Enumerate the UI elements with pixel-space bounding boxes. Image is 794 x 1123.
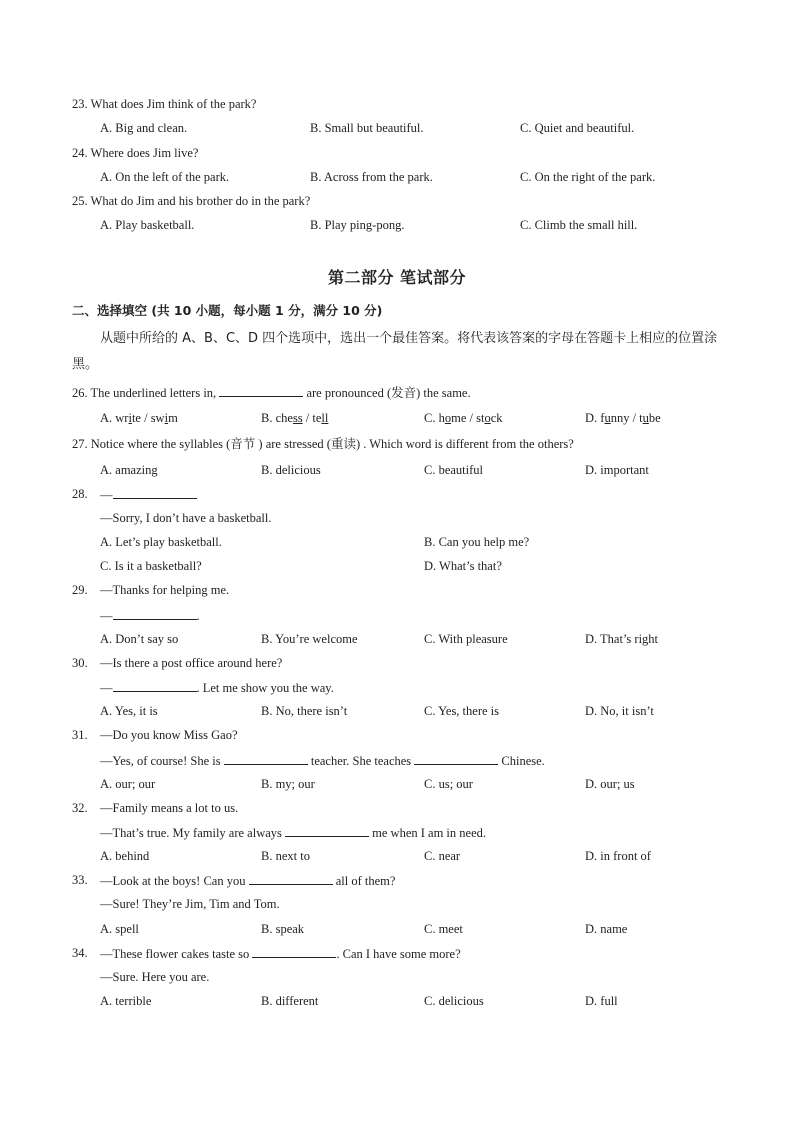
underlined-letter: u: [604, 411, 611, 425]
question-26: [72, 384, 471, 401]
option-c[interactable]: C. With pleasure: [424, 632, 508, 646]
dialogue-text: me when I am in need.: [372, 826, 487, 840]
underlined-letter: u: [642, 411, 649, 425]
question-number: 24.: [72, 146, 88, 160]
option-a[interactable]: A. amazing: [100, 463, 158, 477]
dash: —: [100, 681, 113, 695]
option-a[interactable]: A. spell: [100, 922, 139, 936]
option-d[interactable]: D. full: [585, 994, 618, 1008]
option-a[interactable]: A. Don’t say so: [100, 632, 179, 646]
option-text: D. f: [585, 411, 605, 425]
option-c[interactable]: C. Climb the small hill.: [520, 218, 638, 232]
option-b[interactable]: B. my; our: [261, 777, 315, 791]
option-text: m: [168, 411, 178, 425]
option-d[interactable]: D. name: [585, 922, 628, 936]
dialogue-line: [100, 824, 486, 841]
option-d[interactable]: D. important: [585, 463, 649, 477]
question-27: [72, 436, 574, 452]
dialogue-line: [100, 872, 395, 889]
option-text: A. wr: [100, 411, 129, 425]
answer-blank[interactable]: [249, 872, 333, 885]
dialogue-text: —That’s true. My family are always: [100, 826, 282, 840]
question-number: 33.: [72, 873, 88, 887]
answer-blank[interactable]: [219, 384, 303, 397]
question-number: 29.: [72, 583, 88, 597]
question-number: 23.: [72, 97, 88, 111]
option-c[interactable]: C. Quiet and beautiful.: [520, 121, 635, 135]
underlined-letter: ll: [321, 411, 329, 425]
option-a[interactable]: A. On the left of the park.: [100, 170, 230, 184]
instructions: 从题中所给的 A、B、C、D 四个选项中，选出一个最佳答案。将代表该答案的字母在答题卡上相应的位置涂黑。: [72, 331, 718, 372]
underlined-letter: i: [164, 411, 169, 425]
option-c[interactable]: C. near: [424, 849, 461, 863]
option-c[interactable]: C. On the right of the park.: [520, 170, 656, 184]
option-b[interactable]: [261, 410, 328, 426]
question-number: 27.: [72, 437, 88, 451]
question-text: Where does Jim live?: [90, 146, 199, 160]
option-d[interactable]: D. our; us: [585, 777, 635, 791]
option-a[interactable]: A. terrible: [100, 994, 152, 1008]
option-text: be: [648, 411, 661, 425]
dialogue-line: —Family means a lot to us.: [100, 801, 239, 815]
question-number: 28.: [72, 487, 88, 501]
option-b[interactable]: B. Across from the park.: [310, 170, 433, 184]
option-b[interactable]: B. Can you help me?: [424, 535, 530, 549]
underlined-letter: o: [444, 411, 452, 425]
dash: —: [100, 488, 113, 502]
option-b[interactable]: B. delicious: [261, 463, 321, 477]
option-b[interactable]: B. next to: [261, 849, 310, 863]
question-text: are pronounced (发音) the same.: [306, 386, 471, 400]
question-number: 25.: [72, 194, 88, 208]
question-number: 31.: [72, 728, 88, 742]
option-text: ck: [490, 411, 503, 425]
question-text: Notice where the syllables (音节 ) are stressed (重读) . Which word is different from the others?: [90, 437, 574, 451]
option-c[interactable]: C. meet: [424, 922, 463, 936]
dialogue-text: Chinese.: [501, 754, 545, 768]
question-number: 34.: [72, 946, 88, 960]
underlined-letter: i: [128, 411, 132, 425]
question-text: The underlined letters in,: [90, 386, 217, 400]
option-b[interactable]: B. You’re welcome: [261, 632, 358, 646]
option-b[interactable]: B. different: [261, 994, 319, 1008]
dialogue-text: —These flower cakes taste so: [100, 947, 250, 961]
option-c[interactable]: C. Yes, there is: [424, 704, 500, 718]
option-c[interactable]: C. us; our: [424, 777, 473, 791]
option-a[interactable]: A. our; our: [100, 777, 156, 791]
dialogue-line: —Do you know Miss Gao?: [100, 728, 238, 742]
option-a[interactable]: A. Yes, it is: [100, 704, 158, 718]
dialogue-text: . Can I have some more?: [336, 947, 461, 961]
option-a[interactable]: A. Let’s play basketball.: [100, 535, 222, 549]
option-d[interactable]: D. in front of: [585, 849, 651, 863]
dialogue-line: —Is there a post office around here?: [100, 656, 283, 670]
dialogue-text: —Look at the boys! Can you: [100, 874, 246, 888]
dialogue-line: [100, 752, 545, 769]
question-23: [72, 96, 256, 112]
dialogue-line: [100, 486, 197, 503]
option-d[interactable]: D. No, it isn’t: [585, 704, 654, 718]
option-b[interactable]: B. Small but beautiful.: [310, 121, 424, 135]
dialogue-line: [100, 607, 200, 624]
section-heading: 二、选择填空 (共 10 小题，每小题 1 分，满分 10 分): [72, 303, 383, 318]
option-a[interactable]: [100, 410, 178, 426]
option-d[interactable]: D. That’s right: [585, 632, 659, 646]
dialogue-line: [100, 945, 461, 962]
underlined-letter: o: [484, 411, 491, 425]
dialogue-line: —Sure! They’re Jim, Tim and Tom.: [100, 897, 280, 911]
option-b[interactable]: B. speak: [261, 922, 305, 936]
dialogue-text: all of them?: [335, 874, 396, 888]
answer-blank[interactable]: [224, 752, 308, 765]
option-c[interactable]: [424, 410, 503, 426]
option-a[interactable]: A. Play basketball.: [100, 218, 195, 232]
question-number: 30.: [72, 656, 88, 670]
option-text: nny / t: [610, 411, 643, 425]
dash: —: [100, 609, 113, 623]
option-c[interactable]: C. beautiful: [424, 463, 484, 477]
dialogue-text: . Let me show you the way.: [196, 681, 334, 695]
option-c[interactable]: C. Is it a basketball?: [100, 559, 202, 573]
option-text: / te: [302, 411, 322, 425]
option-text: B. che: [261, 411, 293, 425]
dialogue-line: —Sure. Here you are.: [100, 970, 210, 984]
dialogue-text: teacher. She teaches: [310, 754, 412, 768]
dialogue-line: —Thanks for helping me.: [100, 583, 230, 597]
question-25: [72, 193, 310, 209]
question-text: What do Jim and his brother do in the park?: [90, 194, 311, 208]
option-text: C. h: [424, 411, 445, 425]
dialogue-line: [100, 679, 334, 696]
dialogue-text: —Yes, of course! She is: [100, 754, 221, 768]
option-text: te / sw: [131, 411, 165, 425]
option-b[interactable]: B. No, there isn’t: [261, 704, 348, 718]
dialogue-text: .: [196, 609, 200, 623]
underlined-letter: ss: [292, 411, 303, 425]
option-d[interactable]: D. What’s that?: [424, 559, 502, 573]
question-number: 32.: [72, 801, 88, 815]
option-c[interactable]: C. delicious: [424, 994, 484, 1008]
dialogue-line: —Sorry, I don’t have a basketball.: [100, 511, 272, 525]
question-text: What does Jim think of the park?: [90, 97, 257, 111]
option-text: me / st: [451, 411, 485, 425]
option-a[interactable]: A. Big and clean.: [100, 121, 188, 135]
answer-blank[interactable]: [113, 607, 197, 620]
option-b[interactable]: B. Play ping-pong.: [310, 218, 405, 232]
answer-blank[interactable]: [252, 945, 336, 958]
answer-blank[interactable]: [113, 486, 197, 499]
answer-blank[interactable]: [414, 752, 498, 765]
answer-blank[interactable]: [285, 824, 369, 837]
answer-blank[interactable]: [113, 679, 197, 692]
question-number: 26.: [72, 386, 88, 400]
option-a[interactable]: A. behind: [100, 849, 150, 863]
question-24: [72, 145, 198, 161]
option-d[interactable]: [585, 410, 661, 426]
part-title: 第二部分 笔试部分: [327, 268, 467, 287]
